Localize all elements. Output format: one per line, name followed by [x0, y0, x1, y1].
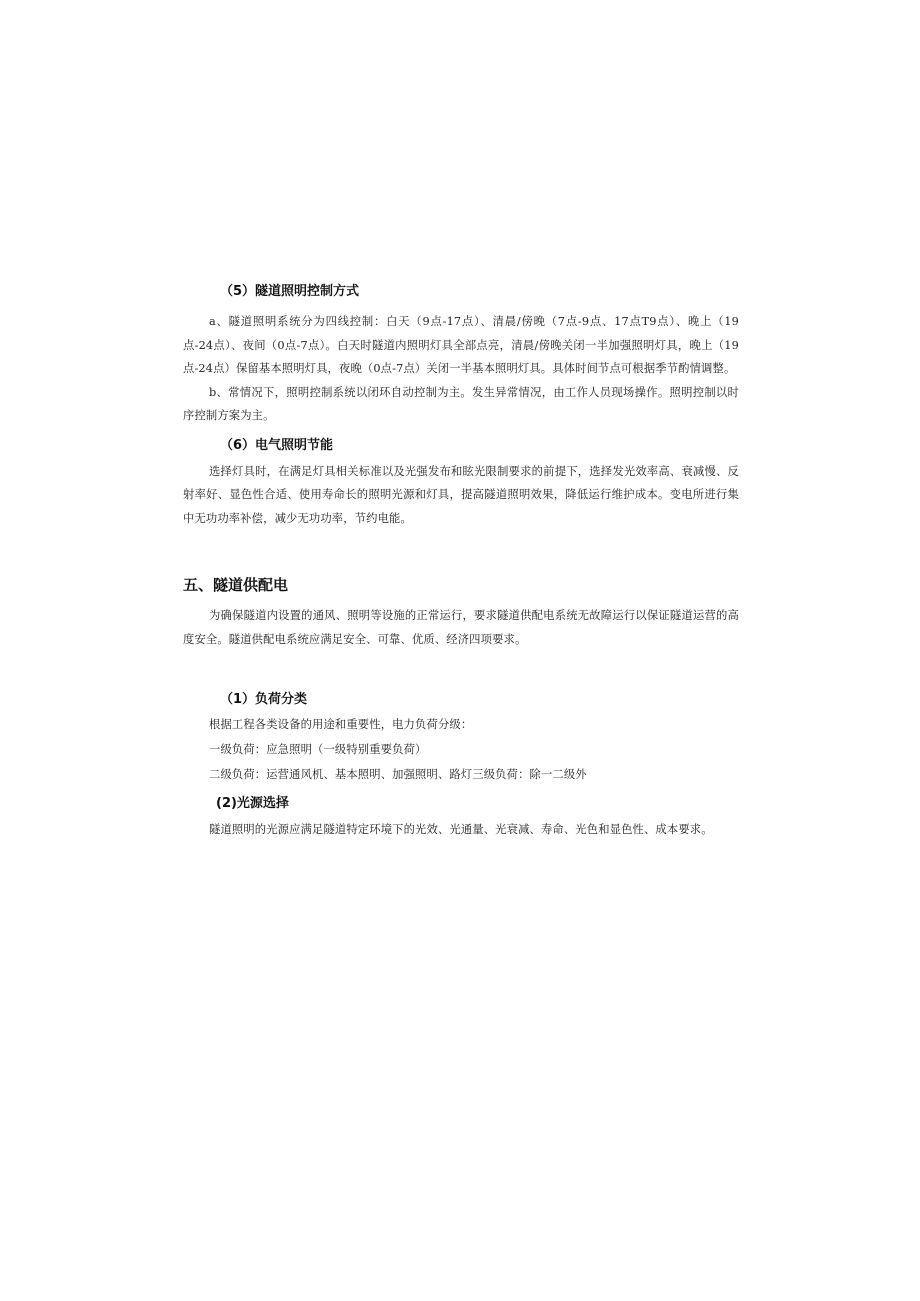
section-6-paragraph: 选择灯具时，在满足灯具相关标准以及光强发布和眩光限制要求的前提下，选择发光效率高、衰减慢、反射率好、显色性合适、使用寿命长的照明光源和灯具，提高隧道照明效果，降低运行维护成本。变电所进行集中无功功率补偿，减少无功功率，节约电能。 [183, 464, 739, 525]
section-6-heading: （6）电气照明节能 [220, 437, 334, 453]
load-classification-heading: （1）负荷分类 [220, 692, 308, 707]
load-classification-line-1: 根据工程各类设备的用途和重要性，电力负荷分级： [209, 718, 473, 731]
chapter-5-title: 五、隧道供配电 [183, 576, 289, 594]
section-5-paragraph-a: a、隧道照明系统分为四线控制：白天（9点-17点）、清晨/傍晚（7点-9点、17点T9点）、晚上（19点-24点）、夜间（0点-7点）。白天时隧道内照明灯具全部点亮，清晨/傍晚关闭一半加强照明灯具，晚上（19点-24点）保留基本照明灯具，夜晚（0点-7点）关闭一半基本照明灯具。具体时间节点可根据季节酌情调整。 [183, 315, 739, 375]
section-5-heading: （5）隧道照明控制方式 [220, 284, 360, 299]
section-5-paragraph-b: b、常情况下，照明控制系统以闭环自动控制为主。发生异常情况，由工作人员现场操作。照明控制以时序控制方案为主。 [183, 385, 739, 422]
light-source-paragraph: 隧道照明的光源应满足隧道特定环境下的光效、光通量、光衰减、寿命、光色和显色性、成本要求。 [209, 823, 713, 836]
document-body [183, 283, 739, 842]
load-classification-line-2: 一级负荷：应急照明（一级特别重要负荷） [209, 743, 427, 756]
light-source-heading: (2)光源选择 [216, 796, 289, 811]
load-classification-line-3: 二级负荷：运营通风机、基本照明、加强照明、路灯三级负荷：除一二级外 [209, 768, 587, 781]
chapter-5-intro: 为确保隧道内设置的通风、照明等设施的正常运行，要求隧道供配电系统无故障运行以保证隧道运营的高度安全。隧道供配电系统应满足安全、可靠、优质、经济四项要求。 [183, 609, 739, 646]
